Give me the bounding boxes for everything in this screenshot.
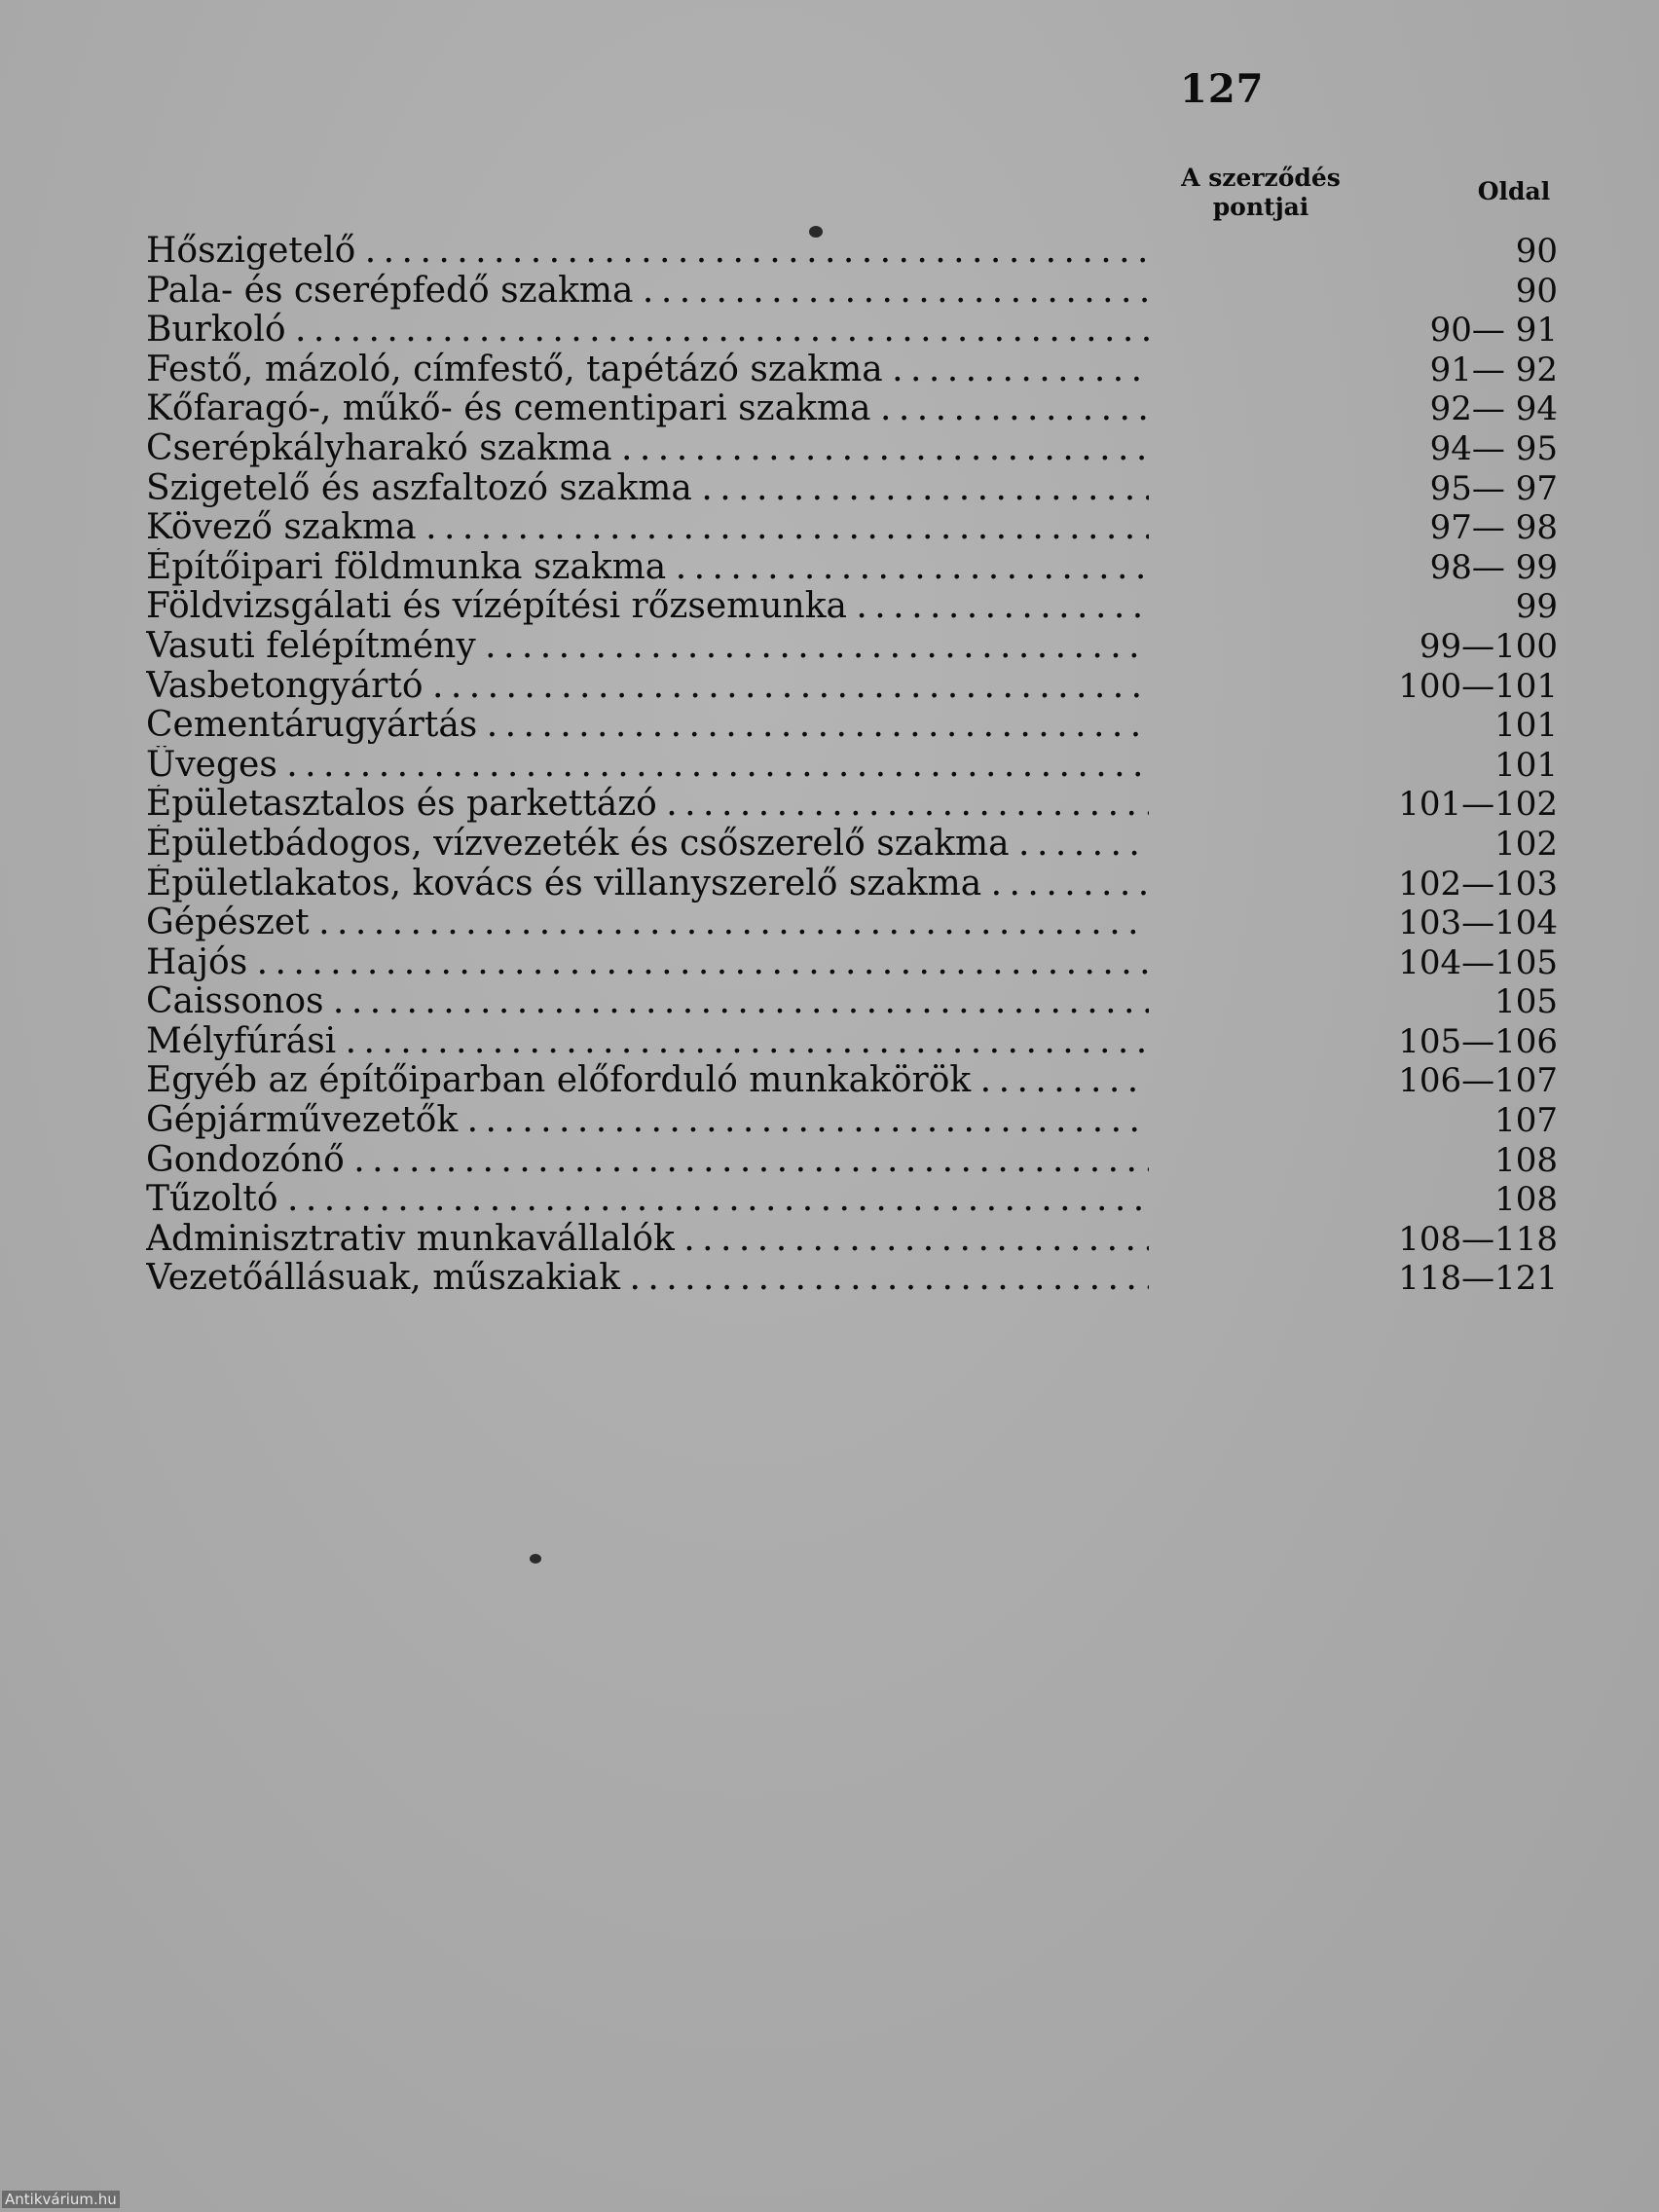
toc-entry-title: Tűzoltó . . . xyxy=(146,1180,1149,1219)
toc-entry xyxy=(146,746,1558,786)
ink-speck xyxy=(530,1554,541,1564)
toc-entry-title: Cementárugyártás . . . xyxy=(146,706,1149,745)
toc-entry-pages: 90 xyxy=(1515,271,1558,311)
column-header-contract-points: A szerződés pontjai xyxy=(1181,164,1341,221)
ink-speck xyxy=(809,226,823,238)
toc-entry-pages: 99—100 xyxy=(1419,626,1558,666)
toc-entry-title: Gépészet . . . xyxy=(146,903,1149,942)
toc-entry-title: Hajós . . . xyxy=(146,943,1149,982)
toc-entry-pages: 102 xyxy=(1494,824,1558,864)
toc-entry-title: Egyéb az építőiparban előforduló munkakörök . . . xyxy=(146,1061,1149,1100)
toc-entry-pages: 105 xyxy=(1494,982,1558,1022)
toc-entry-title: Épületasztalos és parkettázó . . . xyxy=(146,785,1149,824)
toc-entry xyxy=(146,1022,1558,1062)
toc-entry xyxy=(146,548,1558,588)
toc-entry-pages: 92— 94 xyxy=(1429,389,1558,429)
watermark: Antikvárium.hu xyxy=(2,2191,120,2208)
toc-entry xyxy=(146,350,1558,390)
toc-entry-pages: 101—102 xyxy=(1398,785,1558,825)
toc-entry xyxy=(146,389,1558,429)
toc-entry xyxy=(146,232,1558,272)
toc-entry xyxy=(146,943,1558,983)
toc-entry xyxy=(146,1180,1558,1220)
toc-entry-pages: 108 xyxy=(1494,1180,1558,1220)
toc-entry-title: Vasuti felépítmény . . . xyxy=(146,627,1149,666)
toc-entry xyxy=(146,706,1558,746)
toc-entry-pages: 103—104 xyxy=(1398,903,1558,943)
toc-entry xyxy=(146,785,1558,825)
toc-entry-pages: 90 xyxy=(1515,232,1558,271)
toc-entry-title: Festő, mázoló, címfestő, tapétázó szakma . . . xyxy=(146,350,1149,389)
toc-entry-title: Adminisztrativ munkavállalók . . . xyxy=(146,1220,1149,1259)
toc-entry-pages: 108—118 xyxy=(1398,1219,1558,1259)
page-number: 127 xyxy=(1180,66,1265,112)
toc-entry-title: Gépjárművezetők . . . xyxy=(146,1101,1149,1140)
toc-entry-title: Caissonos . . . xyxy=(146,982,1149,1021)
toc-entry xyxy=(146,311,1558,350)
toc-entry xyxy=(146,865,1558,904)
toc-entry xyxy=(146,903,1558,943)
toc-entry-title: Mélyfúrási . . . xyxy=(146,1022,1149,1061)
toc-entry xyxy=(146,1220,1558,1260)
toc-entry-pages: 102—103 xyxy=(1398,864,1558,903)
toc-entry-pages: 97— 98 xyxy=(1429,508,1558,548)
toc-entry-pages: 101 xyxy=(1494,706,1558,746)
toc-entry-title: Üveges . . . xyxy=(146,746,1149,785)
toc-entry-title: Épületlakatos, kovács és villanyszerelő szakma . . . xyxy=(146,865,1149,903)
toc-entry-title: Vasbetongyártó . . . xyxy=(146,667,1149,706)
toc-entry-pages: 94— 95 xyxy=(1429,428,1558,468)
toc-entry-title: Építőipari földmunka szakma . . . xyxy=(146,548,1149,587)
toc-entry-title: Cserépkályharakó szakma . . . xyxy=(146,429,1149,468)
toc-entry-pages: 118—121 xyxy=(1398,1259,1558,1299)
toc-entry-title: Szigetelő és aszfaltozó szakma . . . xyxy=(146,469,1149,508)
toc-entry-title: Földvizsgálati és vízépítési rőzsemunka . . . xyxy=(146,587,1149,626)
toc-entry xyxy=(146,272,1558,312)
toc-entry-pages: 106—107 xyxy=(1398,1061,1558,1101)
toc-entry xyxy=(146,469,1558,509)
toc-entry xyxy=(146,1101,1558,1141)
toc-entry-title: Pala- és cserépfedő szakma . . . xyxy=(146,272,1149,311)
toc-entry-pages: 95— 97 xyxy=(1429,468,1558,508)
toc-entry-title: Hőszigetelő . . . xyxy=(146,232,1149,271)
table-of-contents xyxy=(146,232,1558,1299)
toc-entry-pages: 91— 92 xyxy=(1429,350,1558,389)
toc-entry-pages: 104—105 xyxy=(1398,942,1558,982)
toc-entry-pages: 107 xyxy=(1494,1101,1558,1141)
toc-entry xyxy=(146,429,1558,469)
toc-entry-title: Vezetőállásuak, műszakiak . . . xyxy=(146,1259,1149,1298)
toc-entry-title: Kövező szakma . . . xyxy=(146,508,1149,547)
toc-entry-pages: 99 xyxy=(1515,587,1558,627)
toc-entry xyxy=(146,508,1558,548)
toc-entry-title: Gondozónő . . . xyxy=(146,1141,1149,1180)
toc-entry-title: Burkoló . . . xyxy=(146,311,1149,350)
toc-entry-pages: 105—106 xyxy=(1398,1021,1558,1061)
toc-entry-pages: 100—101 xyxy=(1398,666,1558,706)
toc-entry xyxy=(146,1061,1558,1101)
toc-entry-pages: 108 xyxy=(1494,1140,1558,1180)
toc-entry-pages: 101 xyxy=(1494,745,1558,785)
toc-entry xyxy=(146,1141,1558,1181)
toc-entry xyxy=(146,982,1558,1022)
toc-entry-title: Kőfaragó-, műkő- és cementipari szakma . . . xyxy=(146,389,1149,428)
toc-entry xyxy=(146,667,1558,707)
toc-entry-pages: 98— 99 xyxy=(1429,547,1558,587)
toc-entry xyxy=(146,825,1558,865)
column-header-page: Oldal xyxy=(1477,177,1551,205)
toc-entry xyxy=(146,1259,1558,1299)
toc-entry xyxy=(146,587,1558,627)
toc-entry xyxy=(146,627,1558,667)
toc-entry-title: Épületbádogos, vízvezeték és csőszerelő szakma . . . xyxy=(146,825,1149,864)
toc-entry-pages: 90— 91 xyxy=(1429,311,1558,350)
